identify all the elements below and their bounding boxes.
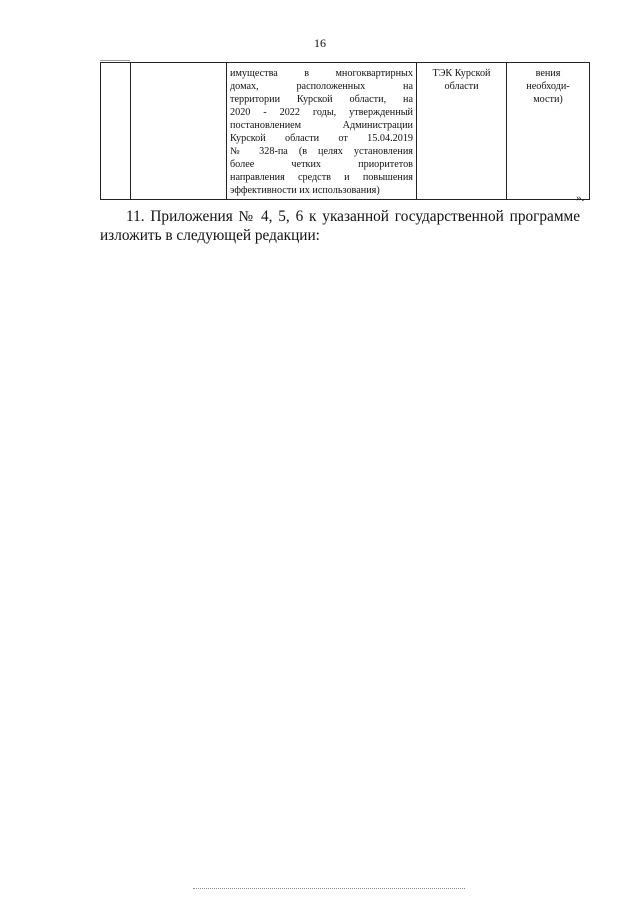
table-cell-term	[507, 63, 590, 200]
description-line: эффективности их использования)	[230, 185, 380, 196]
term-text: вения необходи- мости)	[526, 68, 570, 105]
paragraph-11	[100, 207, 580, 245]
description-line: территории Курской области, на	[230, 94, 413, 105]
paragraph-11-text: 11. Приложения № 4, 5, 6 к указанной государственной программе изложить в следующей редакции:	[100, 208, 580, 244]
table-row	[101, 63, 590, 200]
description-line: Курской области от 15.04.2019	[230, 133, 413, 144]
table-cell-measure	[131, 63, 227, 200]
description-line: имущества в многоквартирных	[230, 68, 413, 79]
scan-bottom-line	[193, 888, 465, 889]
description-line: более четких приоритетов	[230, 159, 413, 170]
table-cell-description	[227, 63, 417, 200]
table-cell-number	[101, 63, 131, 200]
description-line: направления средств и повышения	[230, 172, 413, 183]
executor-text: ТЭК Курской области	[432, 68, 491, 92]
page-number: 16	[314, 36, 326, 50]
table-cell-executor	[417, 63, 507, 200]
program-table-fragment	[100, 62, 590, 200]
closing-quote: ».	[576, 192, 585, 204]
description-line: домах, расположенных на	[230, 81, 413, 92]
description-line: постановлением Администрации	[230, 120, 413, 131]
description-lines	[230, 67, 413, 197]
description-line: № 328-па (в целях установления	[230, 146, 413, 157]
scan-edge-line	[100, 60, 130, 61]
description-line: 2020 - 2022 годы, утвержденный	[230, 107, 413, 118]
